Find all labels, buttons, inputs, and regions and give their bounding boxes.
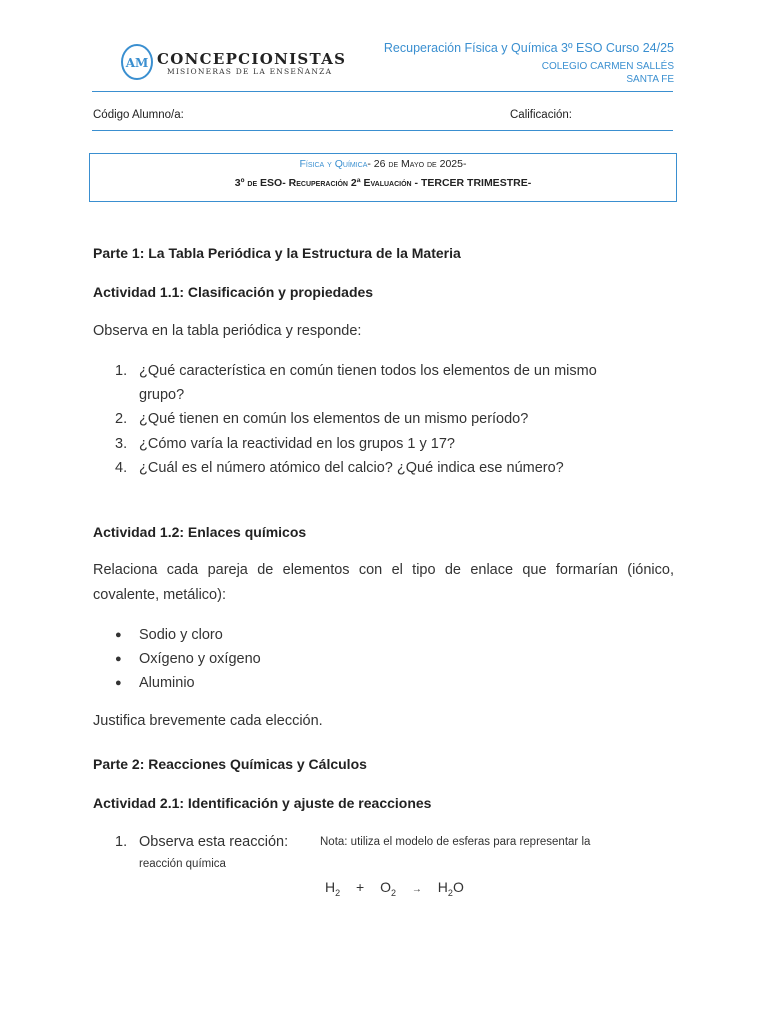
reactant-1-subscript: 2: [335, 887, 341, 898]
brand-name: CONCEPCIONISTAS: [157, 50, 347, 68]
exam-subject: Física y Química: [299, 158, 368, 170]
list-item: [115, 363, 597, 379]
part1-title: Parte 1: La Tabla Periódica y la Estructura de la Materia: [93, 245, 461, 261]
list-item-text: Observa esta reacción:: [139, 834, 289, 850]
list-item-text: Aluminio: [139, 675, 195, 691]
list-item: [115, 627, 223, 643]
activity-2-1-title: Actividad 2.1: Identificación y ajuste de reacciones: [93, 795, 432, 811]
exam-evaluation: - Recuperación 2ª Evaluación: [282, 177, 412, 189]
bullet-icon: ●: [115, 629, 122, 641]
product-1: H: [437, 879, 448, 895]
list-item-text: Oxígeno y oxígeno: [139, 651, 261, 667]
reactant-2: O: [380, 879, 391, 895]
list-item-number: 4.: [115, 460, 128, 476]
concepcionistas-logo-icon: [120, 43, 154, 81]
course-title: Recuperación Física y Química 3º ESO Curso 24/25: [383, 41, 674, 55]
activity-1-2-title: Actividad 1.2: Enlaces químicos: [93, 524, 307, 540]
list-item: [115, 411, 528, 427]
activity-1-2-closing: Justifica brevemente cada elección.: [93, 713, 323, 729]
list-item-continuation: grupo?: [139, 387, 185, 403]
grade-label: Calificación:: [510, 109, 572, 121]
list-item: [115, 675, 195, 691]
exam-info-line-1: [90, 158, 676, 170]
list-item-number: 3.: [115, 436, 128, 452]
exam-trimester: - TERCER TRIMESTRE-: [411, 177, 532, 189]
reactant-2-subscript: 2: [391, 887, 397, 898]
school-city: SANTA FE: [626, 74, 674, 85]
product-1-end: O: [452, 879, 464, 895]
list-item: [115, 834, 288, 850]
exam-course: 3º de ESO: [234, 177, 283, 189]
exam-info-box: [89, 153, 677, 202]
activity-1-2-intro: Relaciona cada pareja de elementos con el tipo de enlace que formarían (iónico, covalente, metálico):: [93, 562, 674, 603]
exam-info-line-2: [90, 177, 676, 189]
school-name: COLEGIO CARMEN SALLÉS: [541, 61, 674, 72]
exam-date: - 26 de Mayo de 2025-: [367, 158, 467, 170]
reaction-arrow-icon: →: [411, 884, 422, 895]
reactant-1: H: [325, 879, 336, 895]
header-divider: [92, 91, 673, 92]
product-1-subscript: 2: [447, 887, 453, 898]
list-item-text: ¿Cuál es el número atómico del calcio? ¿Qué indica ese número?: [139, 460, 564, 476]
list-item: [115, 460, 564, 476]
student-code-label: Código Alumno/a:: [93, 109, 184, 121]
list-item-number: 2.: [115, 411, 128, 427]
list-item-text: Sodio y cloro: [139, 627, 223, 643]
brand-subtitle: MISIONERAS DE LA ENSEÑANZA: [167, 67, 333, 76]
list-item-number: 1.: [115, 363, 128, 379]
list-item-text: ¿Qué tienen en común los elementos de un mismo período?: [139, 411, 529, 427]
logo-monogram: AM: [125, 56, 149, 70]
activity-1-1-intro: Observa en la tabla periódica y responde:: [93, 323, 362, 339]
part2-title: Parte 2: Reacciones Químicas y Cálculos: [93, 756, 367, 772]
bullet-icon: ●: [115, 653, 122, 665]
activity-1-1-title: Actividad 1.1: Clasificación y propiedades: [93, 284, 374, 300]
student-fields-divider: [92, 130, 673, 131]
header-course-info: [384, 41, 674, 85]
note-line-1: Nota: utiliza el modelo de esferas para representar la: [320, 836, 591, 848]
list-item-text: ¿Cómo varía la reactividad en los grupos 1 y 17?: [139, 436, 455, 452]
note-line-2: reacción química: [139, 858, 226, 870]
chemical-equation: [325, 879, 464, 898]
list-item-text: ¿Qué característica en común tienen todos los elementos de un mismo: [139, 363, 597, 379]
list-item-number: 1.: [115, 834, 128, 850]
bullet-icon: ●: [115, 677, 122, 689]
list-item: [115, 436, 455, 452]
plus-sign: +: [356, 879, 365, 895]
list-item: [115, 651, 261, 667]
